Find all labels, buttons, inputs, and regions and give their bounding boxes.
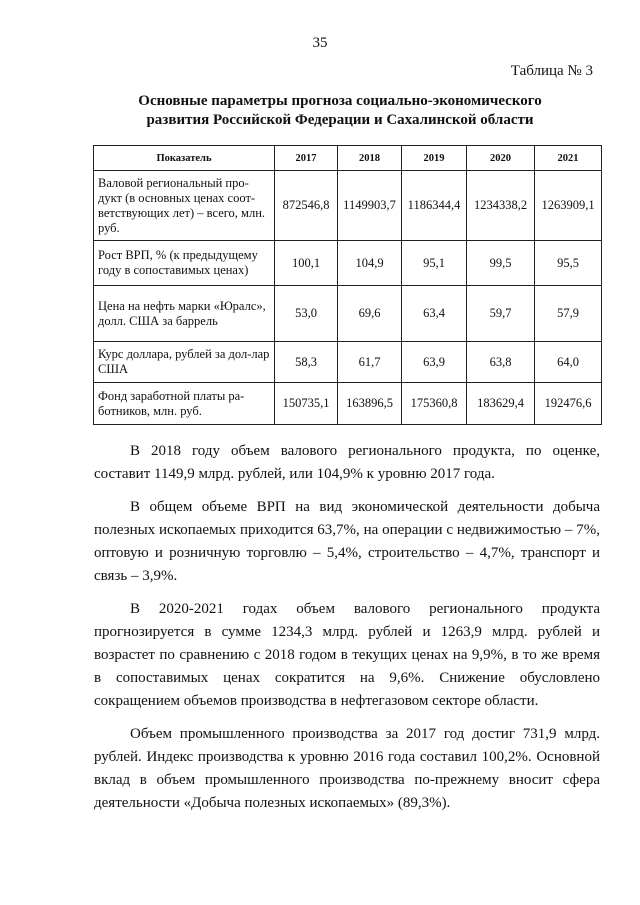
column-header: 2021 (535, 146, 602, 171)
table-cell: 150735,1 (275, 383, 338, 425)
title-line: развития Российской Федерации и Сахалинской области (146, 112, 534, 128)
row-label: Рост ВРП, % (к предыдущему году в сопоставимых ценах) (94, 241, 275, 286)
row-label: Цена на нефть марки «Юралс», долл. США за баррель (94, 286, 275, 342)
table-row (94, 383, 602, 425)
table-row (94, 241, 602, 286)
table-row (94, 171, 602, 241)
table-cell: 61,7 (338, 342, 402, 383)
table-cell: 183629,4 (467, 383, 535, 425)
table-cell: 59,7 (467, 286, 535, 342)
row-label: Фонд заработной платы ра-ботников, млн. руб. (94, 383, 275, 425)
column-header: 2020 (467, 146, 535, 171)
table-cell: 1186344,4 (402, 171, 467, 241)
body-text (94, 440, 600, 825)
table-row (94, 342, 602, 383)
table-cell: 63,8 (467, 342, 535, 383)
table-cell: 95,5 (535, 241, 602, 286)
table-cell: 99,5 (467, 241, 535, 286)
column-header: 2018 (338, 146, 402, 171)
table-cell: 1149903,7 (338, 171, 402, 241)
column-header: Показатель (94, 146, 275, 171)
table-cell: 192476,6 (535, 383, 602, 425)
table-cell: 100,1 (275, 241, 338, 286)
paragraph: В общем объеме ВРП на вид экономической деятельности добыча полезных ископаемых приходится 63,7%, на операции с недвижимостью – 7%, оптовую и розничную торговлю – 5,4%, строительство – 4,7%, транспорт и связь – 3,9%. (94, 499, 600, 584)
document-title (60, 92, 620, 130)
table-cell: 1263909,1 (535, 171, 602, 241)
table-row (94, 286, 602, 342)
table-cell: 95,1 (402, 241, 467, 286)
table-cell: 57,9 (535, 286, 602, 342)
table-cell: 872546,8 (275, 171, 338, 241)
row-label: Курс доллара, рублей за дол-лар США (94, 342, 275, 383)
table-cell: 64,0 (535, 342, 602, 383)
title-line: Основные параметры прогноза социально-экономического (138, 93, 542, 109)
table-cell: 163896,5 (338, 383, 402, 425)
table-cell: 58,3 (275, 342, 338, 383)
table-cell: 1234338,2 (467, 171, 535, 241)
table-cell: 69,6 (338, 286, 402, 342)
table-cell: 104,9 (338, 241, 402, 286)
table-header-row (94, 146, 602, 171)
table-cell: 63,4 (402, 286, 467, 342)
page-number: 35 (312, 35, 328, 51)
paragraph: В 2020-2021 годах объем валового регионального продукта прогнозируется в сумме 1234,3 млрд. рублей и 1263,9 млрд. рублей и возрастет по сравнению с 2018 годом в текущих ценах на 9,9%, в то же время в сопоставимых ценах сократится на 9,6%. Снижение обусловлено сокращением объемов производства в нефтегазовом секторе области. (94, 601, 600, 709)
forecast-table (93, 145, 602, 425)
column-header: 2019 (402, 146, 467, 171)
paragraph: В 2018 году объем валового регионального продукта, по оценке, составит 1149,9 млрд. рублей, или 104,9% к уровню 2017 года. (94, 443, 600, 482)
row-label: Валовой региональный про-дукт (в основных ценах соот-ветствующих лет) – всего, млн. руб. (94, 171, 275, 241)
paragraph: Объем промышленного производства за 2017 год достиг 731,9 млрд. рублей. Индекс производства к уровню 2016 года составил 100,2%. Основной вклад в объем промышленного производства по-прежнему вносит сфера деятельности «Добыча полезных ископаемых» (89,3%). (94, 726, 600, 811)
table-cell: 63,9 (402, 342, 467, 383)
column-header: 2017 (275, 146, 338, 171)
table-label: Таблица № 3 (510, 63, 593, 79)
table-cell: 175360,8 (402, 383, 467, 425)
table-cell: 53,0 (275, 286, 338, 342)
